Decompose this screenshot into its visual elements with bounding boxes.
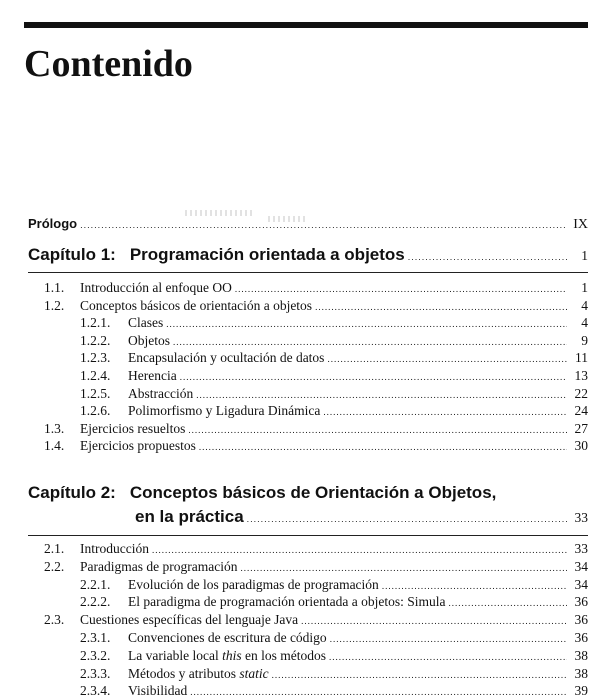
toc-text: Introducción [80, 541, 149, 556]
toc-text: Conceptos básicos de orientación a objetos [80, 297, 313, 313]
leader-dots [80, 217, 567, 233]
toc-page: 33 [574, 510, 588, 525]
toc-page: 36 [574, 612, 588, 628]
leader-dots [247, 511, 567, 527]
toc-page: 1 [581, 248, 588, 263]
toc-row[interactable] [80, 594, 588, 611]
leader-dots [408, 249, 567, 265]
toc-row[interactable] [80, 577, 588, 594]
leader-dots [323, 404, 567, 420]
chapter-heading-2-continued[interactable] [135, 506, 588, 529]
toc-number: 2.3.1. [80, 630, 111, 645]
leader-dots [272, 667, 567, 683]
toc-number: 2.2.1. [80, 576, 111, 592]
toc-number: 1.2. [44, 297, 65, 313]
leader-dots [240, 560, 567, 576]
toc-text: El paradigma de programación orientada a objetos: Simula [128, 594, 446, 610]
leader-dots [382, 578, 567, 594]
toc-page: 4 [581, 315, 588, 331]
toc-row[interactable] [44, 438, 588, 455]
toc-row[interactable] [80, 683, 588, 700]
toc-page: 34 [574, 576, 588, 592]
chapter-rule [28, 535, 588, 536]
toc-page: 27 [574, 420, 588, 436]
toc-page: 9 [581, 332, 588, 348]
toc-text-part: La variable local [128, 647, 223, 663]
toc-row[interactable] [80, 315, 588, 332]
toc-text: Ejercicios propuestos [80, 438, 196, 454]
toc-text: Encapsulación y ocultación de datos [128, 350, 325, 366]
toc-row[interactable] [80, 630, 588, 647]
toc-number: 2.3.3. [80, 665, 111, 681]
chapter-title: Programación orientada a objetos [129, 245, 405, 264]
toc-text: Paradigmas de programación [80, 558, 238, 574]
leader-dots [180, 369, 567, 385]
leader-dots [327, 351, 567, 367]
leader-dots [329, 649, 567, 665]
chapter-prefix: Capítulo 2: [28, 483, 116, 502]
chapter-prefix: Capítulo 1: [28, 245, 116, 264]
toc-number: 1.2.4. [80, 368, 111, 383]
toc-row-prologo[interactable] [28, 216, 588, 233]
toc-label: Prólogo [28, 216, 78, 231]
top-rule [24, 22, 588, 28]
page-title: Contenido [24, 43, 193, 85]
leader-dots [196, 387, 567, 403]
toc-page: 34 [574, 558, 588, 574]
toc-row[interactable] [80, 403, 588, 420]
toc-page: 13 [574, 368, 588, 383]
leader-dots [235, 281, 567, 297]
toc-page: 38 [574, 665, 588, 681]
toc-text-part: Métodos y atributos [128, 665, 240, 681]
toc-text: Herencia [128, 368, 177, 383]
toc-row[interactable] [44, 280, 588, 297]
toc-page: 24 [574, 403, 588, 419]
chapter-heading-2[interactable] [28, 482, 588, 504]
toc-page: 30 [574, 438, 588, 454]
toc-text-italic: this [222, 647, 242, 663]
toc-number: 1.2.1. [80, 315, 111, 331]
toc-text: Cuestiones específicas del lenguaje Java [80, 612, 299, 628]
chapter-heading-1[interactable] [28, 244, 588, 267]
toc-page: 1 [581, 280, 588, 295]
toc-number: 1.1. [44, 280, 65, 295]
toc-text: Ejercicios resueltos [80, 420, 186, 436]
toc-text-italic: static [239, 665, 269, 681]
toc-number: 2.3.2. [80, 647, 111, 663]
toc-text: Evolución de los paradigmas de programación [128, 576, 379, 592]
toc-text: Abstracción [128, 385, 194, 401]
toc-text: Clases [128, 315, 164, 331]
leader-dots [449, 595, 567, 611]
chapter-rule [28, 272, 588, 273]
toc-text: Introducción al enfoque OO [80, 280, 232, 295]
toc-text [128, 666, 269, 682]
leader-dots [301, 613, 567, 629]
leader-dots [173, 334, 567, 350]
leader-dots [166, 316, 567, 332]
toc-row[interactable] [44, 421, 588, 438]
toc-row[interactable] [44, 612, 588, 629]
leader-dots [188, 422, 567, 438]
toc-text: Visibilidad [128, 683, 188, 699]
leader-dots [152, 542, 567, 558]
toc-row[interactable] [80, 350, 588, 367]
toc-text: Polimorfismo y Ligadura Dinámica [128, 403, 321, 419]
toc-number: 1.2.6. [80, 403, 111, 419]
toc-page: 38 [574, 647, 588, 663]
toc-number: 2.3. [44, 612, 65, 628]
toc-row[interactable] [80, 333, 588, 350]
toc-page: 4 [581, 297, 588, 313]
toc-page: 22 [574, 385, 588, 401]
toc-row[interactable] [44, 559, 588, 576]
chapter-title-line-1: Conceptos básicos de Orientación a Objetos, [129, 483, 497, 502]
toc-page: IX [573, 217, 588, 232]
toc-text-part: en los métodos [241, 647, 326, 663]
toc-row[interactable] [80, 648, 588, 665]
toc-number: 2.1. [44, 541, 65, 556]
toc-number: 1.2.5. [80, 385, 111, 401]
toc-number: 2.3.4. [80, 683, 111, 699]
toc-page: 36 [574, 630, 588, 645]
leader-dots [330, 631, 567, 647]
toc-row[interactable] [80, 666, 588, 683]
toc-number: 1.2.2. [80, 332, 111, 348]
toc-text: Objetos [128, 332, 170, 348]
chapter-title-line-2: en la práctica [135, 507, 244, 526]
toc-number: 2.2.2. [80, 594, 111, 610]
toc-row[interactable] [80, 386, 588, 403]
leader-dots [315, 299, 567, 315]
leader-dots [190, 684, 567, 700]
toc-page: 11 [575, 350, 588, 366]
toc-page: 36 [574, 594, 588, 610]
toc-row[interactable] [80, 368, 588, 385]
toc-text: Convenciones de escritura de código [128, 630, 327, 645]
toc-text [128, 648, 326, 664]
toc-number: 1.2.3. [80, 350, 111, 366]
toc-row[interactable] [44, 298, 588, 315]
toc-page: 39 [574, 683, 588, 699]
toc-row[interactable] [44, 541, 588, 558]
leader-dots [199, 439, 567, 455]
toc-number: 1.3. [44, 420, 65, 436]
toc-number: 1.4. [44, 438, 65, 454]
toc-number: 2.2. [44, 558, 65, 574]
toc-page: 33 [574, 541, 588, 556]
